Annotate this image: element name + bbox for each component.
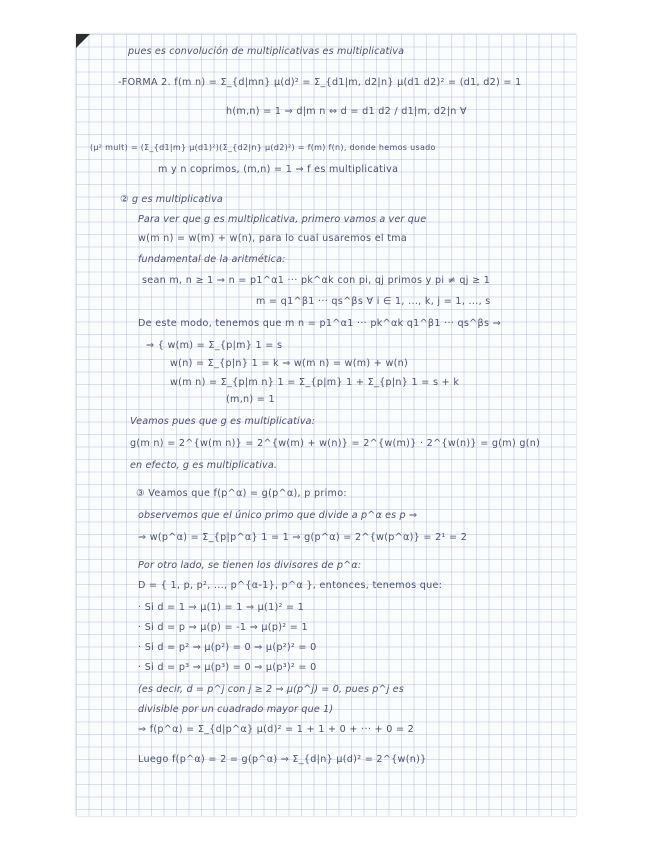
note-line-19: en efecto, g es multiplicativa. [130, 460, 278, 471]
note-line-31: ⇒ f(p^α) = Σ_{d|p^α} μ(d)² = 1 + 1 + 0 + ··· + 0 = 2 [138, 724, 415, 735]
note-line-22: ⇒ w(p^α) = Σ_{p|p^α} 1 = 1 ⇒ g(p^α) = 2^{w(p^α)} = 2¹ = 2 [138, 532, 468, 543]
note-line-25: · Si d = 1 ⇒ μ(1) = 1 ⇒ μ(1)² = 1 [138, 602, 305, 613]
note-line-21: observemos que el único primo que divide a p^α es p ⇒ [138, 510, 418, 521]
note-line-16: (m,n) = 1 [226, 394, 275, 405]
note-line-12: De este modo, tenemos que m n = p1^α1 ··· pk^αk q1^β1 ··· qs^βs ⇒ [138, 318, 501, 329]
note-line-15: w(m n) = Σ_{p|m n} 1 = Σ_{p|m} 1 + Σ_{p|n} 1 = s + k [170, 377, 460, 388]
note-line-18: g(m n) = 2^{w(m n)} = 2^{w(m) + w(n)} = 2^{w(m)} · 2^{w(n)} = g(m) g(n) [130, 438, 541, 449]
note-line-4: (μ² mult) = (Σ_{d1|m} μ(d1)²)(Σ_{d2|n} μ(d2)²) = f(m) f(n), donde hemos usado [90, 143, 436, 152]
note-line-32: Luego f(p^α) = 2 = g(p^α) ⇒ Σ_{d|n} μ(d)² = 2^{w(n)} [138, 754, 427, 765]
note-line-3: h(m,n) = 1 ⇒ d|m n ⇔ d = d1 d2 / d1|m, d2|n ∀ [226, 106, 467, 117]
note-line-6: ② g es multiplicativa [120, 194, 223, 205]
note-line-1: pues es convolución de multiplicativas es multiplicativa [128, 46, 405, 57]
notebook-page [76, 34, 576, 816]
note-line-24: D = { 1, p, p², ..., p^{α-1}, p^α }, entonces, tenemos que: [138, 580, 443, 591]
note-line-2: -FORMA 2. f(m n) = Σ_{d|mn} μ(d)² = Σ_{d1|m, d2|n} μ(d1 d2)² = (d1, d2) = 1 [118, 77, 522, 88]
note-line-8: w(m n) = w(m) + w(n), para lo cual usaremos el tma [138, 233, 408, 244]
note-line-13: ⇒ { w(m) = Σ_{p|m} 1 = s [146, 340, 283, 351]
note-line-28: · Si d = p³ ⇒ μ(p³) = 0 ⇒ μ(p³)² = 0 [138, 662, 317, 673]
note-line-17: Veamos pues que g es multiplicativa: [130, 416, 316, 427]
note-line-14: w(n) = Σ_{p|n} 1 = k ⇒ w(m n) = w(m) + w(n) [170, 358, 409, 369]
note-line-27: · Si d = p² ⇒ μ(p²) = 0 ⇒ μ(p²)² = 0 [138, 642, 317, 653]
page-corner-tab [76, 34, 90, 48]
note-line-7: Para ver que g es multiplicativa, primero vamos a ver que [138, 214, 427, 225]
note-line-10: sean m, n ≥ 1 ⇒ n = p1^α1 ··· pk^αk con pi, qj primos y pi ≠ qj ≥ 1 [142, 275, 491, 286]
note-line-9: fundamental de la aritmética: [138, 254, 286, 265]
note-line-23: Por otro lado, se tienen los divisores de p^α: [138, 560, 362, 571]
note-line-29: (es decir, d = p^j con j ≥ 2 ⇒ μ(p^j) = 0, pues p^j es [138, 684, 404, 695]
note-line-20: ③ Veamos que f(p^α) = g(p^α), p primo: [136, 488, 347, 499]
note-line-30: divisible por un cuadrado mayor que 1) [138, 704, 334, 715]
note-line-26: · Si d = p ⇒ μ(p) = -1 ⇒ μ(p)² = 1 [138, 622, 308, 633]
note-line-5: m y n coprimos, (m,n) = 1 ⇒ f es multiplicativa [158, 164, 399, 175]
note-line-11: m = q1^β1 ··· qs^βs ∀ i ∈ 1, ..., k, j = 1, ..., s [256, 296, 491, 307]
